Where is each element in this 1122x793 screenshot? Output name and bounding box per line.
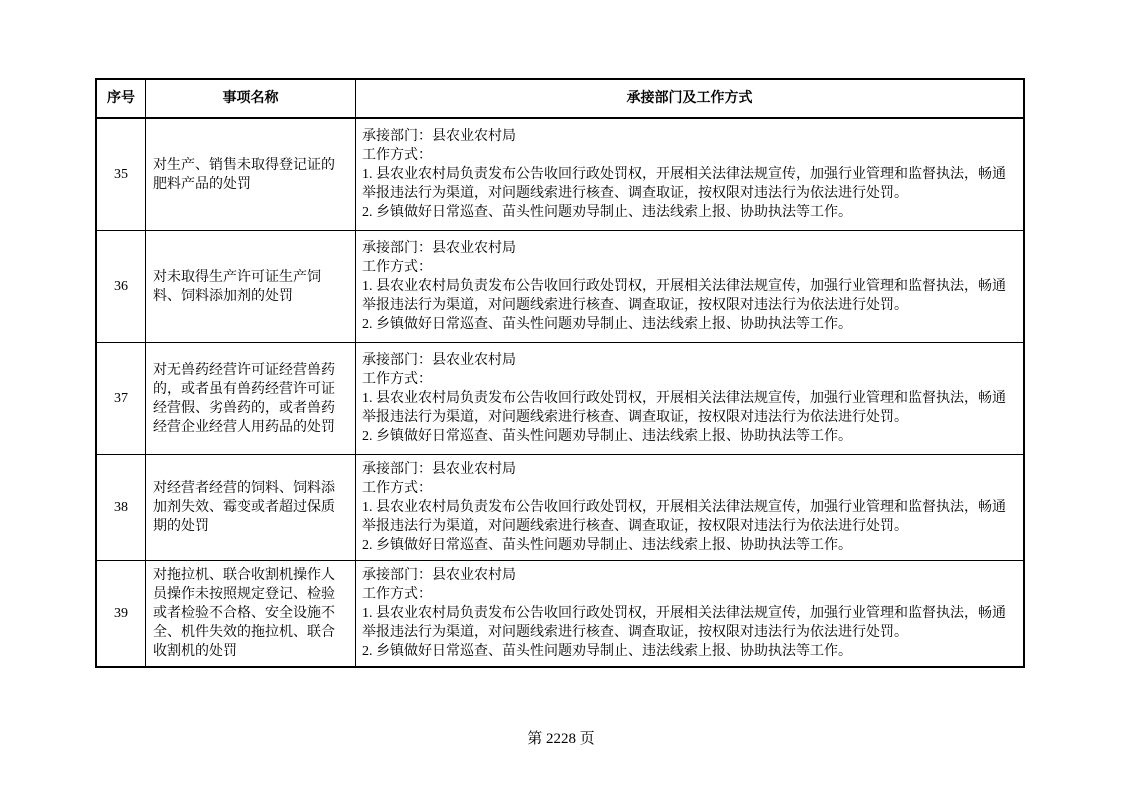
dept-line: 承接部门：县农业农村局 <box>362 241 516 256</box>
detail-cell <box>356 561 1023 666</box>
header-dept-method: 承接部门及工作方式 <box>626 91 753 106</box>
seq-cell: 38 <box>97 455 146 560</box>
dept-line: 承接部门：县农业农村局 <box>362 129 516 144</box>
work-method-label: 工作方式： <box>362 587 432 602</box>
work-method-item-2: 2. 乡镇做好日常巡查、苗头性问题劝导制止、违法线索上报、协助执法等工作。 <box>362 317 852 332</box>
dept-line: 承接部门：县农业农村局 <box>362 462 516 477</box>
work-method-item-1: 1. 县农业农村局负责发布公告收回行政处罚权，开展相关法律法规宣传，加强行业管理和监督执法，畅通举报违法行为渠道，对问题线索进行核查、调查取证，按权限对违法行为依法进行处罚。 <box>362 391 1006 425</box>
table-row <box>97 561 1023 666</box>
table-row <box>97 343 1023 455</box>
seq-cell: 37 <box>97 343 146 454</box>
work-method-item-2: 2. 乡镇做好日常巡查、苗头性问题劝导制止、违法线索上报、协助执法等工作。 <box>362 429 852 444</box>
work-method-label: 工作方式： <box>362 148 432 163</box>
work-method-item-1: 1. 县农业农村局负责发布公告收回行政处罚权，开展相关法律法规宣传，加强行业管理和监督执法，畅通举报违法行为渠道，对问题线索进行核查、调查取证，按权限对违法行为依法进行处罚。 <box>362 500 1006 534</box>
item-name-cell: 对经营者经营的饲料、饲料添加剂失效、霉变或者超过保质期的处罚 <box>146 455 356 560</box>
detail-cell <box>356 119 1023 230</box>
detail-cell <box>356 231 1023 342</box>
header-seq: 序号 <box>97 80 146 117</box>
item-name-cell: 对无兽药经营许可证经营兽药的，或者虽有兽药经营许可证经营假、劣兽药的，或者兽药经营企业经营人用药品的处罚 <box>146 343 356 454</box>
work-method-item-2: 2. 乡镇做好日常巡查、苗头性问题劝导制止、违法线索上报、协助执法等工作。 <box>362 644 852 659</box>
item-name-cell: 对拖拉机、联合收割机操作人员操作未按照规定登记、检验或者检验不合格、安全设施不全、机件失效的拖拉机、联合收割机的处罚 <box>146 561 356 666</box>
work-method-item-2: 2. 乡镇做好日常巡查、苗头性问题劝导制止、违法线索上报、协助执法等工作。 <box>362 538 852 553</box>
dept-line: 承接部门：县农业农村局 <box>362 568 516 583</box>
detail-cell <box>356 343 1023 454</box>
seq-cell: 39 <box>97 561 146 666</box>
work-method-item-1: 1. 县农业农村局负责发布公告收回行政处罚权，开展相关法律法规宣传，加强行业管理和监督执法，畅通举报违法行为渠道，对问题线索进行核查、调查取证，按权限对违法行为依法进行处罚。 <box>362 279 1006 313</box>
work-method-label: 工作方式： <box>362 372 432 387</box>
item-name-cell: 对未取得生产许可证生产饲料、饲料添加剂的处罚 <box>146 231 356 342</box>
seq-cell: 36 <box>97 231 146 342</box>
detail-cell <box>356 455 1023 560</box>
work-method-item-1: 1. 县农业农村局负责发布公告收回行政处罚权，开展相关法律法规宣传，加强行业管理和监督执法，畅通举报违法行为渠道，对问题线索进行核查、调查取证，按权限对违法行为依法进行处罚。 <box>362 167 1006 201</box>
work-method-label: 工作方式： <box>362 260 432 275</box>
item-name-cell: 对生产、销售未取得登记证的肥料产品的处罚 <box>146 119 356 230</box>
table-header-row <box>97 80 1023 119</box>
work-method-label: 工作方式： <box>362 481 432 496</box>
work-method-item-1: 1. 县农业农村局负责发布公告收回行政处罚权，开展相关法律法规宣传，加强行业管理和监督执法，畅通举报违法行为渠道，对问题线索进行核查、调查取证，按权限对违法行为依法进行处罚。 <box>362 606 1006 640</box>
page-footer <box>0 727 1122 748</box>
seq-cell: 35 <box>97 119 146 230</box>
table-row <box>97 119 1023 231</box>
work-method-item-2: 2. 乡镇做好日常巡查、苗头性问题劝导制止、违法线索上报、协助执法等工作。 <box>362 205 852 220</box>
page-number: 第 2228 页 <box>527 731 595 747</box>
penalty-items-table <box>95 78 1025 668</box>
dept-line: 承接部门：县农业农村局 <box>362 353 516 368</box>
table-row <box>97 455 1023 561</box>
header-item-name: 事项名称 <box>146 80 356 117</box>
table-row <box>97 231 1023 343</box>
